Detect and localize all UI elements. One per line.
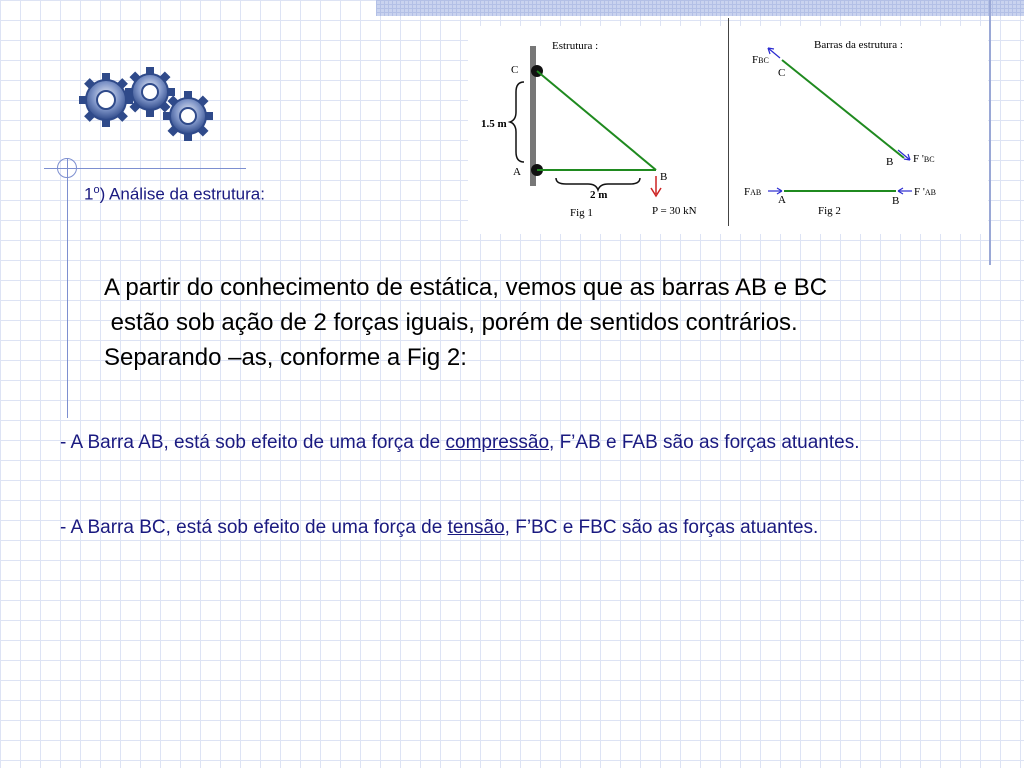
main-paragraph: [104, 270, 827, 375]
subtitle-text: ) Análise da estrutura:: [99, 184, 265, 204]
subtitle-number: 1: [84, 184, 94, 204]
label-fab: FAB: [744, 186, 762, 198]
decorative-circle: [57, 158, 77, 178]
subtitle-superscript: o: [93, 184, 100, 196]
section-subtitle: [84, 184, 265, 205]
bullet-prefix: - A Barra AB, está sob efeito de uma força de: [60, 432, 446, 453]
bullet-suffix: , F’BC e FBC são as forças atuantes.: [504, 517, 819, 538]
label-fab-prime: F 'AB: [914, 186, 936, 198]
figure-1-caption: Fig 1: [570, 207, 593, 219]
label-c-fig2: C: [778, 67, 786, 79]
label-a-fig2: A: [778, 194, 786, 206]
label-c: C: [511, 64, 519, 76]
figure-divider: [728, 18, 729, 226]
main-paragraph-line: estão sob ação de 2 forças iguais, porém de sentidos contrários.: [104, 309, 798, 336]
bar-bc-isolated: [782, 60, 904, 158]
right-decorative-line: [989, 0, 991, 265]
top-decorative-band: [376, 0, 1024, 16]
gears-icon: [78, 66, 218, 146]
bullet-keyword: compressão: [445, 432, 550, 453]
label-b-bottom: B: [892, 195, 900, 207]
figure-2-title: Barras da estrutura :: [814, 39, 903, 51]
decorative-vertical-line: [67, 158, 68, 418]
main-paragraph-line: A partir do conhecimento de estática, vemos que as barras AB e BC: [104, 274, 828, 301]
main-paragraph-line: Separando –as, conforme a Fig 2:: [104, 344, 467, 371]
bullet-bar-bc: [60, 517, 818, 539]
bullet-bar-ab: [60, 432, 860, 454]
figure-2-bars: [738, 30, 958, 220]
label-b: B: [660, 171, 668, 183]
label-fbc-prime: F 'BC: [913, 153, 935, 165]
width-label: 2 m: [590, 189, 608, 201]
bullet-keyword: tensão: [447, 517, 505, 538]
label-b-top: B: [886, 156, 894, 168]
figure-1-title: Estrutura :: [552, 40, 599, 52]
figure-1-structure: [470, 30, 720, 230]
bullet-prefix: - A Barra BC, está sob efeito de uma força de: [60, 517, 448, 538]
load-label: P = 30 kN: [652, 205, 697, 217]
bar-bc: [537, 71, 656, 170]
figure-2-caption: Fig 2: [818, 205, 841, 217]
bullet-suffix: , F’AB e FAB são as forças atuantes.: [549, 432, 860, 453]
height-brace: [510, 82, 524, 162]
label-fbc: FBC: [752, 54, 769, 66]
height-label: 1.5 m: [481, 118, 507, 130]
label-a: A: [513, 166, 521, 178]
